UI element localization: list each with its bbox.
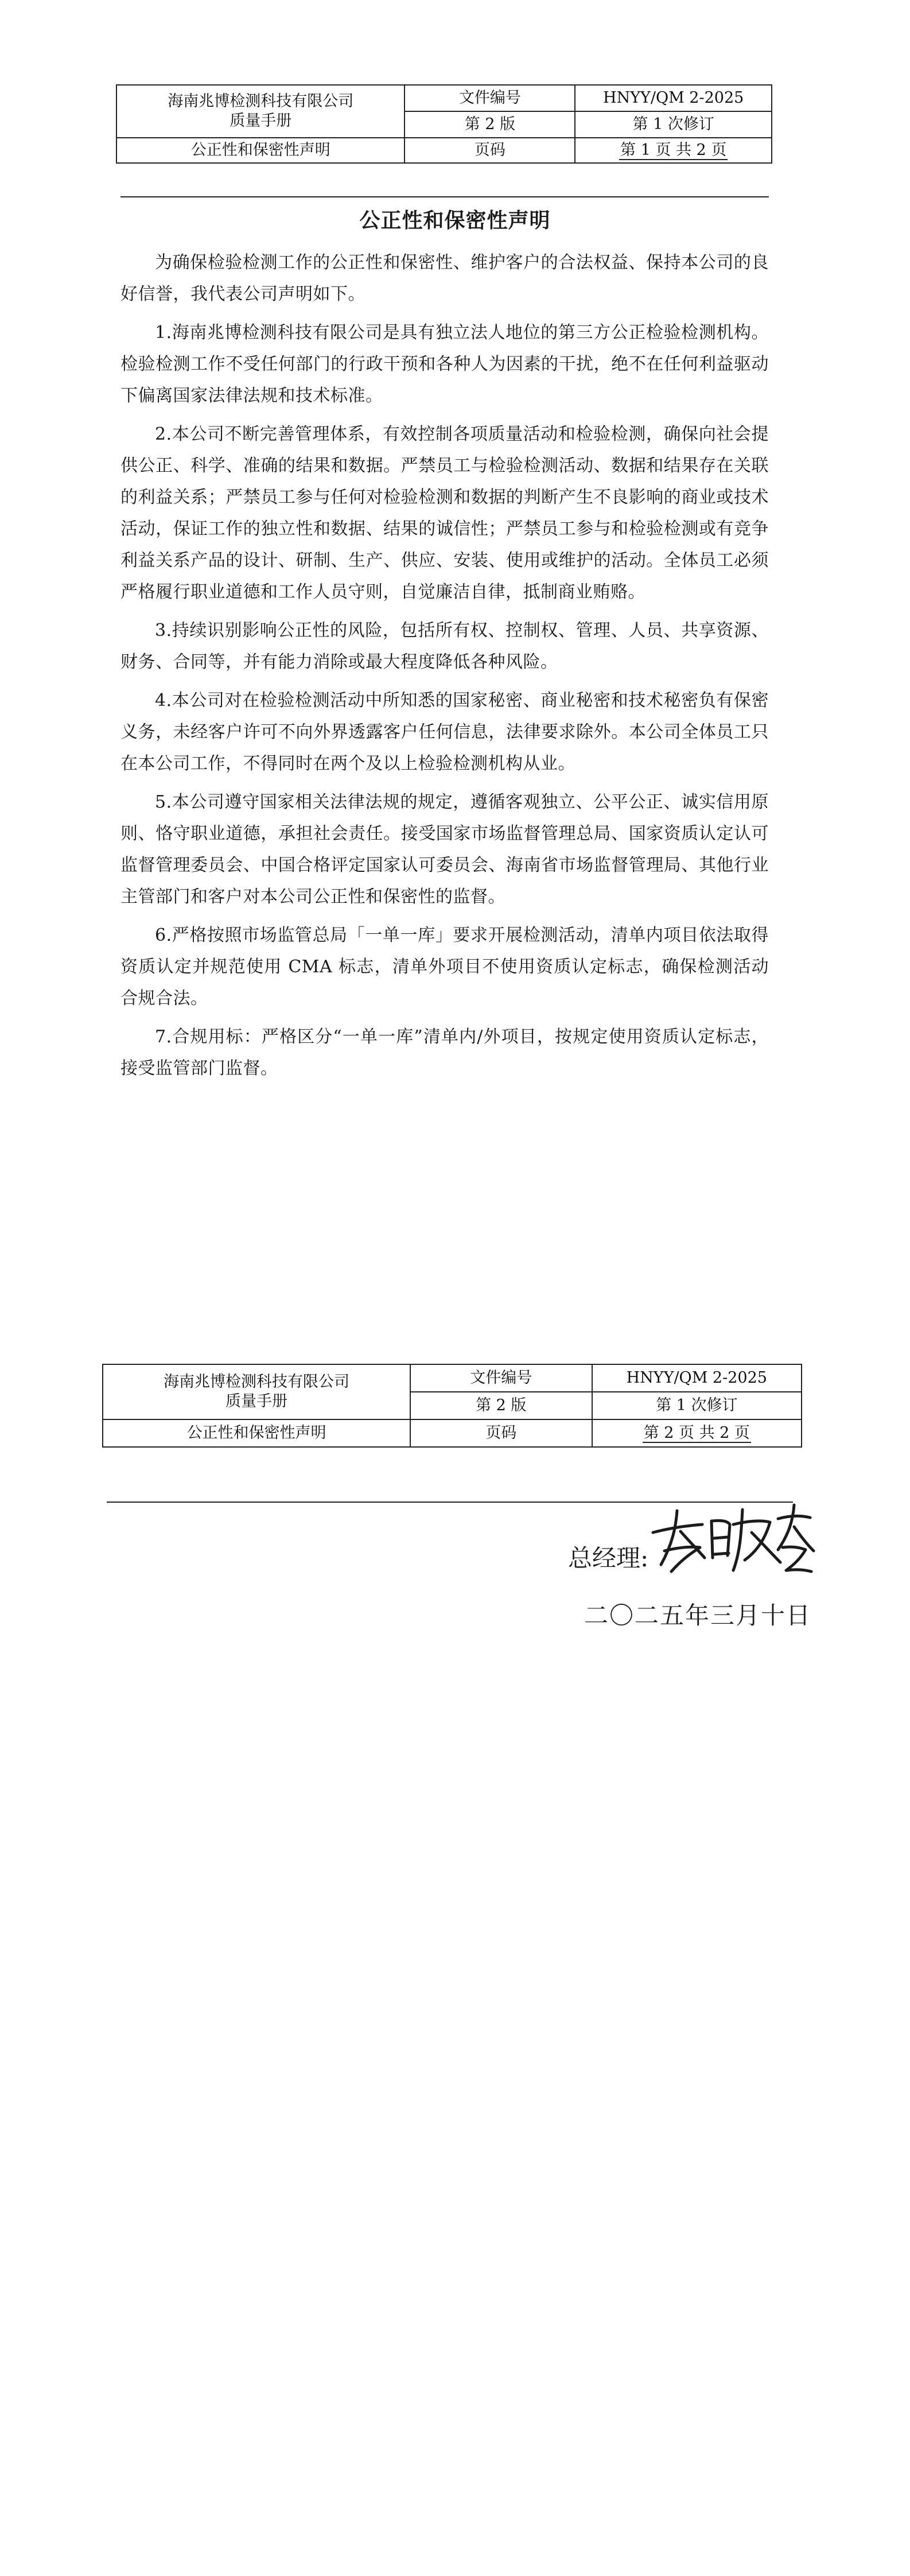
company-name: 海南兆博检测科技有限公司: [168, 92, 354, 111]
handwritten-signature: [647, 1498, 819, 1578]
clause-1: 1.海南兆博检测科技有限公司是具有独立法人地位的第三方公正检验检测机构。检验检测工作不受任何部门的行政干预和各种人为因素的干扰，绝不在任何利益驱动下偏离国家法律法规和技术标准。: [120, 323, 769, 406]
clause-3: 3.持续识别影响公正性的风险，包括所有权、控制权、管理、人员、共享资源、财务、合同等，并有能力消除或最大程度降低各种风险。: [120, 620, 769, 672]
doc-no: HNYY/QM 2-2025: [592, 1364, 802, 1392]
clause-4: 4.本公司对在检验检测活动中所知悉的国家秘密、商业秘密和技术秘密负有保密义务，未经客户许可不向外界透露客户任何信息，法律要求除外。本公司全体员工只在本公司工作，不得同时在两个及以上检验检测机构从业。: [120, 690, 769, 774]
company-cell: [116, 85, 405, 138]
doc-no-label: 文件编号: [405, 85, 575, 111]
page-2: [0, 1288, 910, 2576]
manual-name: 质量手册: [230, 112, 292, 130]
header-rule: [120, 196, 769, 197]
section-name: 公正性和保密性声明: [103, 1419, 410, 1447]
clause-2: 2.本公司不断完善管理体系，有效控制各项质量活动和检验检测，确保向社会提供公正、科学、准确的结果和数据。严禁员工与检验检测活动、数据和结果存在关联的利益关系；严禁员工参与任何对检验检测和数据的判断产生不良影响的商业或技术活动，保证工作的独立性和数据、结果的诚信性；严禁员工参与和检验检测或有竞争利益关系产品的设计、研制、生产、供应、安装、使用或维护的活动。全体员工必须严格履行职业道德和工作人员守则，自觉廉洁自律，抵制商业贿赂。: [120, 424, 769, 602]
doc-no-label: 文件编号: [410, 1364, 592, 1392]
page-number: 第 1 页 共 2 页: [620, 141, 727, 160]
document-header-table: [102, 1364, 802, 1448]
section-name: 公正性和保密性声明: [116, 138, 405, 163]
statement-body: [120, 247, 769, 1091]
page-number: 第 2 页 共 2 页: [643, 1424, 750, 1442]
revision: 第 1 次修订: [592, 1392, 802, 1419]
company-name: 海南兆博检测科技有限公司: [163, 1373, 349, 1391]
edition: 第 2 版: [405, 111, 575, 138]
page-number-cell: [575, 138, 772, 163]
intro-paragraph: 为确保检验检测工作的公正性和保密性、维护客户的合法权益、保持本公司的良好信誉，我代表公司声明如下。: [120, 253, 769, 304]
page-number-cell: [592, 1419, 802, 1447]
doc-no: HNYY/QM 2-2025: [575, 85, 772, 111]
page-label: 页码: [405, 138, 575, 163]
signing-date: 二〇二五年三月十日: [584, 1601, 812, 1630]
clause-5: 5.本公司遵守国家相关法律法规的规定，遵循客观独立、公平公正、诚实信用原则、恪守职业道德，承担社会责任。接受国家市场监督管理总局、国家资质认定认可监督管理委员会、中国合格评定国家认可委员会、海南省市场监督管理局、其他行业主管部门和客户对本公司公正性和保密性的监督。: [120, 792, 769, 907]
revision: 第 1 次修订: [575, 111, 772, 138]
manual-name: 质量手册: [225, 1392, 287, 1410]
clause-6: 6.严格按照市场监管总局「一单一库」要求开展检测活动，清单内项目依法取得资质认定并规范使用 CMA 标志，清单外项目不使用资质认定标志，确保检测活动合规合法。: [120, 925, 769, 1008]
company-cell: [103, 1364, 410, 1419]
edition: 第 2 版: [410, 1392, 592, 1419]
document-header-table: [116, 84, 772, 164]
page-label: 页码: [410, 1419, 592, 1447]
page-title: 公正性和保密性声明: [359, 209, 551, 232]
clause-7: 7.合规用标：严格区分“一单一库”清单内/外项目，按规定使用资质认定标志，接受监管部门监督。: [120, 1027, 769, 1078]
signature-label: 总经理:: [568, 1544, 649, 1572]
